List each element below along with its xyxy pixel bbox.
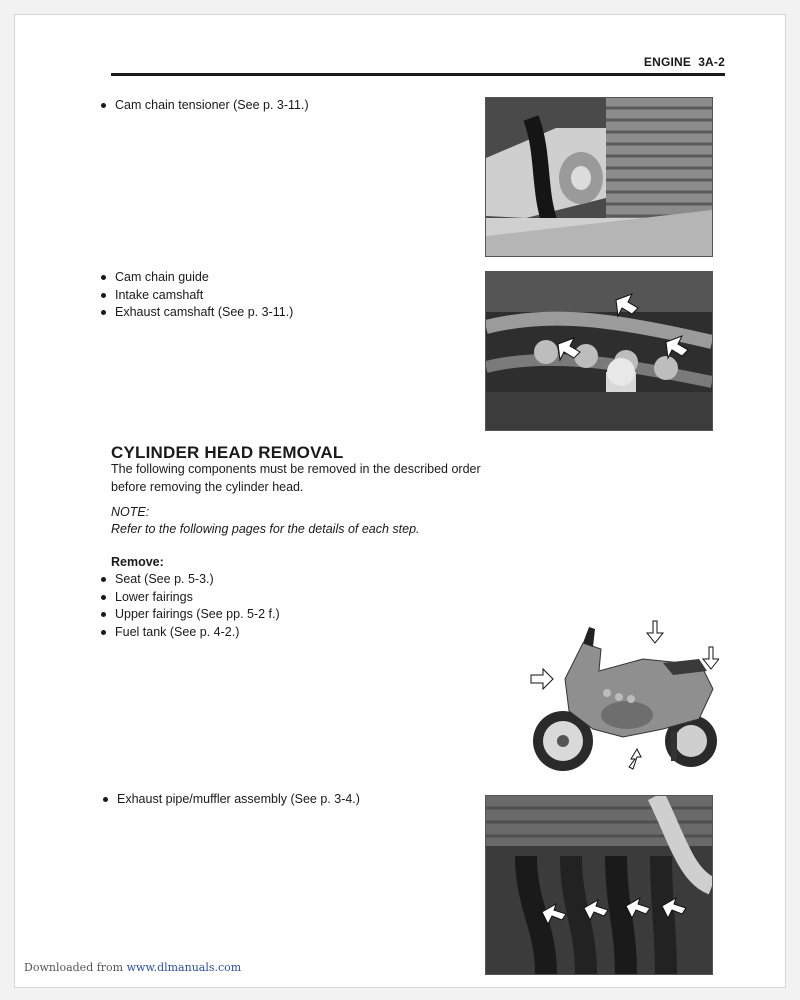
section-title: CYLINDER HEAD REMOVAL bbox=[111, 443, 344, 462]
exhaust-list bbox=[101, 791, 360, 809]
footer-prefix: Downloaded from bbox=[24, 961, 124, 974]
header-page-number: 3A-2 bbox=[698, 55, 725, 69]
list-item: Exhaust pipe/muffler assembly (See p. 3-4.) bbox=[101, 791, 360, 809]
page-header bbox=[617, 55, 725, 69]
list-item: Lower fairings bbox=[99, 589, 280, 607]
header-rule bbox=[111, 73, 725, 76]
note-text: Refer to the following pages for the details of each step. bbox=[111, 522, 420, 536]
list-item: Cam chain tensioner (See p. 3-11.) bbox=[99, 97, 309, 115]
intro-paragraph: The following components must be removed in the described order before removing the cylinder head. bbox=[111, 462, 481, 494]
exhaust-photo bbox=[485, 795, 713, 975]
camshaft-list bbox=[99, 269, 293, 322]
remove-label: Remove: bbox=[111, 555, 164, 569]
note-label: NOTE: bbox=[111, 505, 150, 519]
header-section: ENGINE bbox=[643, 55, 692, 69]
footer-site-link[interactable]: www.dlmanuals.com bbox=[126, 961, 242, 974]
cam-chain-tensioner-photo bbox=[485, 97, 713, 257]
remove-list bbox=[99, 571, 280, 641]
camshaft-photo bbox=[485, 271, 713, 431]
list-item: Intake camshaft bbox=[99, 287, 293, 305]
cam-tensioner-list bbox=[99, 97, 309, 115]
list-item: Upper fairings (See pp. 5-2 f.) bbox=[99, 606, 280, 624]
manual-page bbox=[14, 14, 786, 988]
list-item: Cam chain guide bbox=[99, 269, 293, 287]
list-item: Fuel tank (See p. 4-2.) bbox=[99, 624, 280, 642]
list-item: Seat (See p. 5-3.) bbox=[99, 571, 280, 589]
motorcycle-illustration bbox=[523, 619, 719, 779]
list-item: Exhaust camshaft (See p. 3-11.) bbox=[99, 304, 293, 322]
download-footer bbox=[24, 961, 241, 974]
